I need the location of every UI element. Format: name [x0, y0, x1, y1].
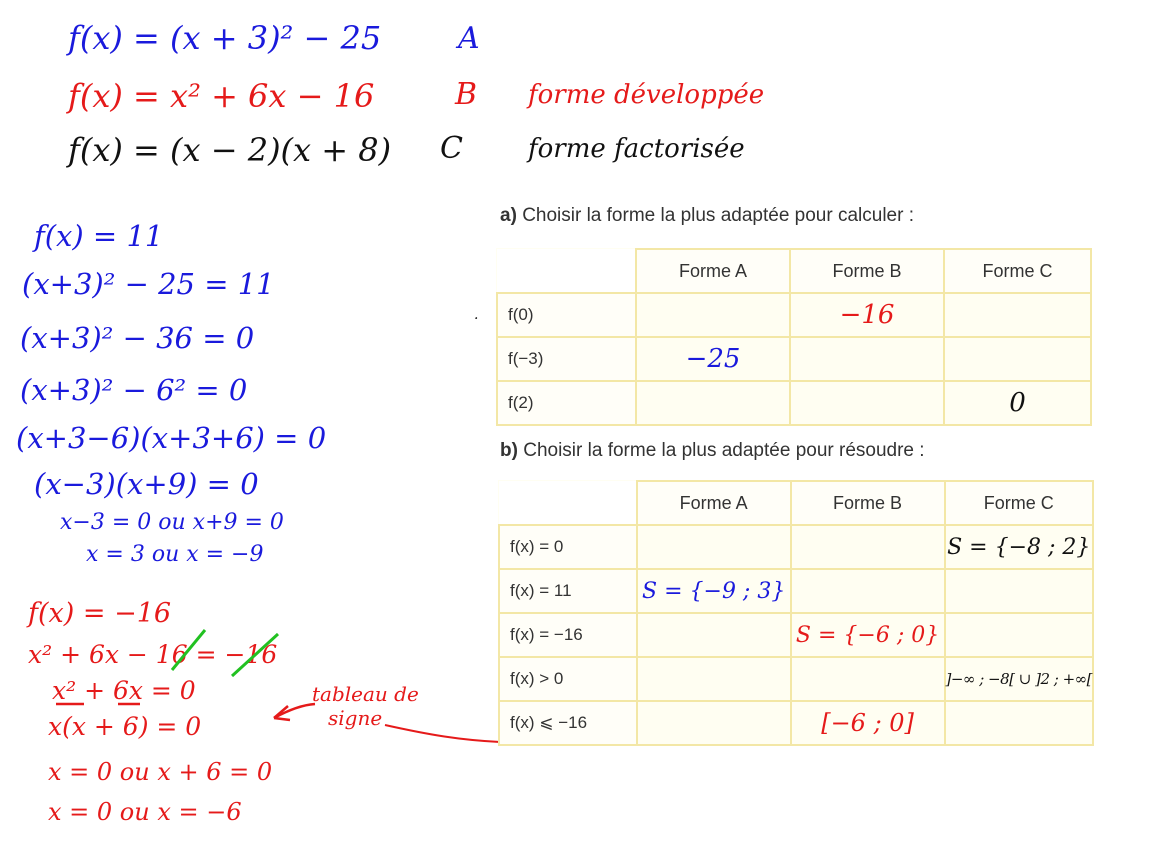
- table-cell: [945, 569, 1093, 613]
- table-header: Forme A: [637, 481, 791, 525]
- table-cell: [945, 613, 1093, 657]
- form-c-expression: f(x) = (x − 2)(x + 8): [68, 131, 392, 169]
- table-row: [497, 381, 1091, 425]
- table-cell: [791, 569, 945, 613]
- solve11-line: f(x) = 11: [34, 219, 164, 253]
- table-row: [497, 337, 1091, 381]
- table-cell: [791, 657, 945, 701]
- table-cell: [944, 293, 1091, 337]
- question-b: [500, 440, 925, 462]
- solve11-line: x = 3 ou x = −9: [86, 542, 264, 567]
- row-label: f(x) ⩽ −16: [499, 701, 637, 745]
- table-cell: S = {−6 ; 0}: [791, 613, 945, 657]
- table-corner: [497, 249, 636, 293]
- table-cell: [636, 381, 790, 425]
- form-a-tag: A: [458, 21, 480, 56]
- stray-mark: ·: [474, 311, 479, 327]
- table-header: Forme A: [636, 249, 790, 293]
- table-cell: −25: [636, 337, 790, 381]
- solve11-line: (x−3)(x+9) = 0: [34, 467, 259, 501]
- table-header: Forme B: [790, 249, 944, 293]
- table-row: [499, 569, 1093, 613]
- row-label: f(0): [497, 293, 636, 337]
- solve16-line: x = 0 ou x + 6 = 0: [48, 758, 273, 786]
- form-a-expression: f(x) = (x + 3)² − 25: [68, 19, 382, 57]
- row-label: f(x) > 0: [499, 657, 637, 701]
- table-solve: [498, 480, 1094, 746]
- form-c-tag: C: [440, 131, 463, 166]
- table-header: Forme B: [791, 481, 945, 525]
- table-row: [499, 613, 1093, 657]
- arrow-to-factor: [274, 704, 315, 718]
- solve11-line: (x+3)² − 25 = 11: [22, 267, 275, 301]
- table-cell: ]−∞ ; −8[ ∪ ]2 ; +∞[: [945, 657, 1093, 701]
- solve11-line: (x+3)² − 6² = 0: [20, 373, 248, 407]
- solve11-line: (x+3−6)(x+3+6) = 0: [16, 421, 327, 455]
- solve11-line: x−3 = 0 ou x+9 = 0: [60, 510, 284, 535]
- table-cell: [790, 337, 944, 381]
- form-c-note: forme factorisée: [528, 134, 745, 164]
- row-label: f(2): [497, 381, 636, 425]
- table-cell: [944, 337, 1091, 381]
- table-cell: [−6 ; 0]: [791, 701, 945, 745]
- table-cell: 0: [944, 381, 1091, 425]
- table-calculate: [496, 248, 1092, 426]
- form-b-note: forme développée: [528, 80, 765, 110]
- question-a-label: a): [500, 205, 517, 226]
- solve16-line: x² + 6x − 16 = −16: [28, 640, 278, 669]
- row-label: f(x) = −16: [499, 613, 637, 657]
- table-corner: [499, 481, 637, 525]
- table-row: [499, 525, 1093, 569]
- table-cell: [637, 657, 791, 701]
- table-cell: [637, 525, 791, 569]
- form-b-tag: B: [455, 77, 478, 112]
- table-cell: S = {−8 ; 2}: [945, 525, 1093, 569]
- table-row: [499, 657, 1093, 701]
- solve16-line: f(x) = −16: [28, 598, 172, 629]
- solve16-line: x = 0 ou x = −6: [48, 798, 242, 826]
- table-cell: [637, 701, 791, 745]
- table-row: [499, 701, 1093, 745]
- table-cell: S = {−9 ; 3}: [637, 569, 791, 613]
- table-header: Forme C: [944, 249, 1091, 293]
- row-label: f(x) = 0: [499, 525, 637, 569]
- table-cell: [636, 293, 790, 337]
- table-cell: [791, 525, 945, 569]
- solve16-line: x(x + 6) = 0: [48, 712, 202, 741]
- arrow-note-line1: tableau de: [312, 682, 419, 706]
- question-a: [500, 205, 914, 227]
- table-header: Forme C: [945, 481, 1093, 525]
- row-label: f(−3): [497, 337, 636, 381]
- row-label: f(x) = 11: [499, 569, 637, 613]
- question-b-text: Choisir la forme la plus adaptée pour résoudre :: [523, 440, 925, 461]
- table-row: [497, 293, 1091, 337]
- solve11-line: (x+3)² − 36 = 0: [20, 321, 255, 355]
- table-cell: [637, 613, 791, 657]
- table-cell: [945, 701, 1093, 745]
- form-b-expression: f(x) = x² + 6x − 16: [68, 77, 375, 115]
- arrow-note-line2: signe: [328, 706, 383, 730]
- question-a-text: Choisir la forme la plus adaptée pour calculer :: [522, 205, 914, 226]
- solve16-line: x² + 6x = 0: [52, 676, 196, 705]
- table-cell: −16: [790, 293, 944, 337]
- table-cell: [790, 381, 944, 425]
- arrow-tail-curve: [385, 725, 500, 742]
- question-b-label: b): [500, 440, 518, 461]
- arrow-head: [274, 706, 290, 720]
